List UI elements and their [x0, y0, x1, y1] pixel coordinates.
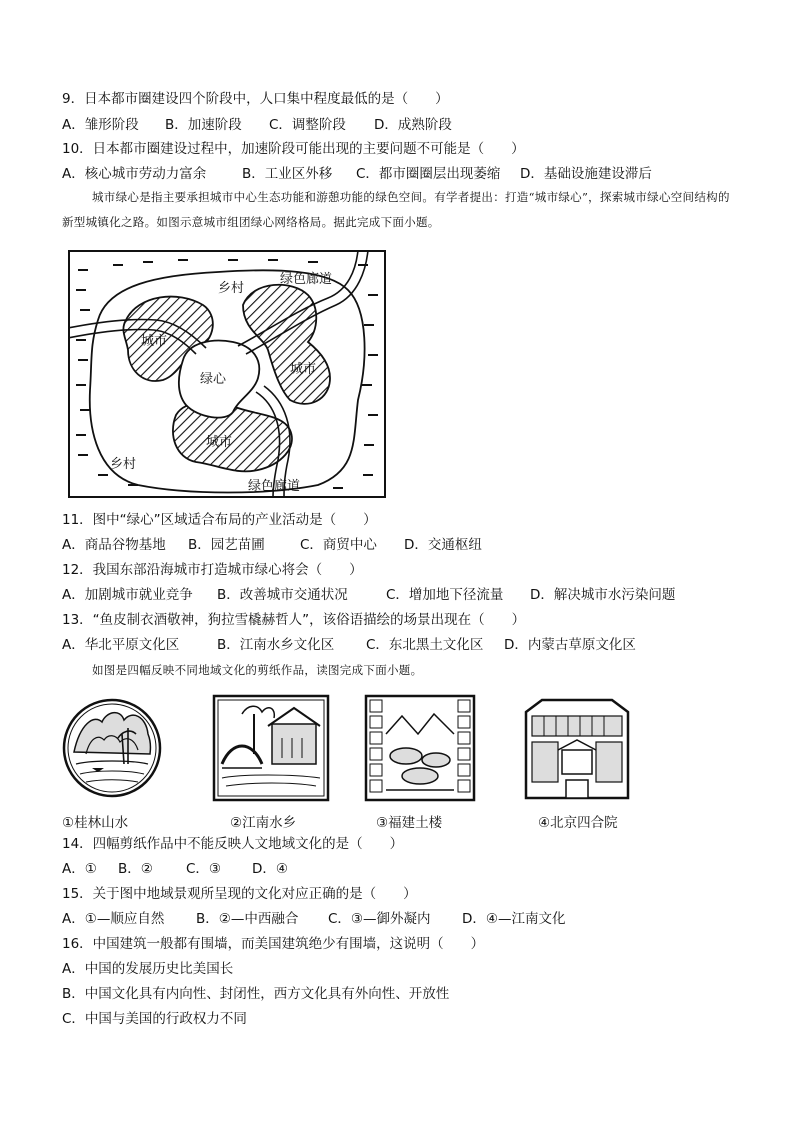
q13-option-a: A．华北平原文化区: [62, 637, 180, 653]
q14-option-a: A．①: [62, 861, 97, 877]
label-city-left: 城市: [141, 333, 168, 348]
q15-option-a: A．①—顺应自然: [62, 911, 165, 927]
q13-option-b: B．江南水乡文化区: [217, 637, 335, 653]
papercut-siheyuan-image: [522, 694, 632, 802]
q14-option-d: D．④: [252, 861, 288, 877]
q10-option-d: D．基础设施建设滞后: [520, 166, 652, 182]
q10-option-a: A．核心城市劳动力富余: [62, 166, 207, 182]
label-green-heart: 绿心: [200, 371, 227, 386]
q16-option-c: C．中国与美国的行政权力不同: [62, 1011, 247, 1027]
label-corridor-top: 绿色廊道: [280, 271, 333, 286]
papercut-jiangnan-image: [212, 694, 330, 802]
q10-option-c: C．都市圈圈层出现萎缩: [356, 166, 501, 182]
q10-stem: 10．日本都市圈建设过程中，加速阶段可能出现的主要问题不可能是（ ）: [62, 141, 525, 157]
q14-option-c: C．③: [186, 861, 222, 877]
q9-option-a: A．雏形阶段: [62, 117, 139, 133]
q11-option-a: A．商品谷物基地: [62, 537, 166, 553]
label-village-top: 乡村: [218, 280, 245, 295]
label-corridor-bottom: 绿色廊道: [248, 478, 301, 493]
q15-stem: 15．关于图中地域景观所呈现的文化对应正确的是（ ）: [62, 886, 417, 902]
q12-option-a: A．加剧城市就业竞争: [62, 587, 193, 603]
papercut-tulou-image: [364, 694, 476, 802]
q13-option-c: C．东北黑土文化区: [366, 637, 484, 653]
label-village-bottom: 乡村: [110, 456, 137, 471]
q9-option-d: D．成熟阶段: [374, 117, 452, 133]
q13-stem: 13．“鱼皮制衣酒敬神，狗拉雪橇赫哲人”，该俗语描绘的场景出现在（ ）: [62, 612, 526, 628]
q12-stem: 12．我国东部沿海城市打造城市绿心将会（ ）: [62, 562, 363, 578]
caption-jiangnan: ②江南水乡: [230, 815, 297, 831]
caption-siheyuan: ④北京四合院: [538, 815, 618, 831]
q16-option-b: B．中国文化具有内向性、封闭性，西方文化具有外向性、开放性: [62, 986, 450, 1002]
q16-stem: 16．中国建筑一般都有围墙，而美国建筑绝少有围墙，这说明（ ）: [62, 936, 485, 952]
papercut-guilin: [62, 694, 162, 802]
q11-option-d: D．交通枢纽: [404, 537, 482, 553]
papercut-tulou: [364, 694, 476, 802]
q10-option-b: B．工业区外移: [242, 166, 333, 182]
q15-option-d: D．④—江南文化: [462, 911, 566, 927]
caption-guilin: ①桂林山水: [62, 815, 129, 831]
green-heart-intro: 城市绿心是指主要承担城市中心生态功能和游憩功能的绿色空间。有学者提出：打造“城市绿心”，探索城市绿心空间结构的新型城镇化之路。如图示意城市组团绿心网络格局。据此完成下面小题。: [62, 190, 730, 229]
label-city-right: 城市: [290, 361, 317, 376]
q11-option-b: B．园艺苗圃: [188, 537, 265, 553]
q9-option-c: C．调整阶段: [269, 117, 346, 133]
q13-option-d: D．内蒙古草原文化区: [504, 637, 636, 653]
label-city-bottom: 城市: [206, 434, 233, 449]
papercut-siheyuan: [522, 694, 632, 802]
papercut-guilin-image: [62, 694, 162, 802]
q14-option-b: B．②: [118, 861, 153, 877]
q11-stem: 11．图中“绿心”区域适合布局的产业活动是（ ）: [62, 512, 377, 528]
papercut-jiangnan: [212, 694, 330, 802]
q15-option-b: B．②—中西融合: [196, 911, 299, 927]
q12-option-c: C．增加地下径流量: [386, 587, 504, 603]
q14-stem: 14．四幅剪纸作品中不能反映人文地域文化的是（ ）: [62, 836, 404, 852]
q15-option-c: C．③—御外凝内: [328, 911, 431, 927]
green-heart-map: [68, 250, 388, 500]
q9-stem: 9．日本都市圈建设四个阶段中，人口集中程度最低的是（ ）: [62, 91, 449, 107]
q16-option-a: A．中国的发展历史比美国长: [62, 961, 234, 977]
papercut-intro: 如图是四幅反映不同地域文化的剪纸作品，读图完成下面小题。: [92, 663, 423, 677]
q11-option-c: C．商贸中心: [300, 537, 377, 553]
q12-option-d: D．解决城市水污染问题: [530, 587, 676, 603]
q12-option-b: B．改善城市交通状况: [217, 587, 348, 603]
q9-option-b: B．加速阶段: [165, 117, 242, 133]
caption-tulou: ③福建土楼: [376, 815, 443, 831]
green-heart-map-svg: [68, 250, 388, 500]
